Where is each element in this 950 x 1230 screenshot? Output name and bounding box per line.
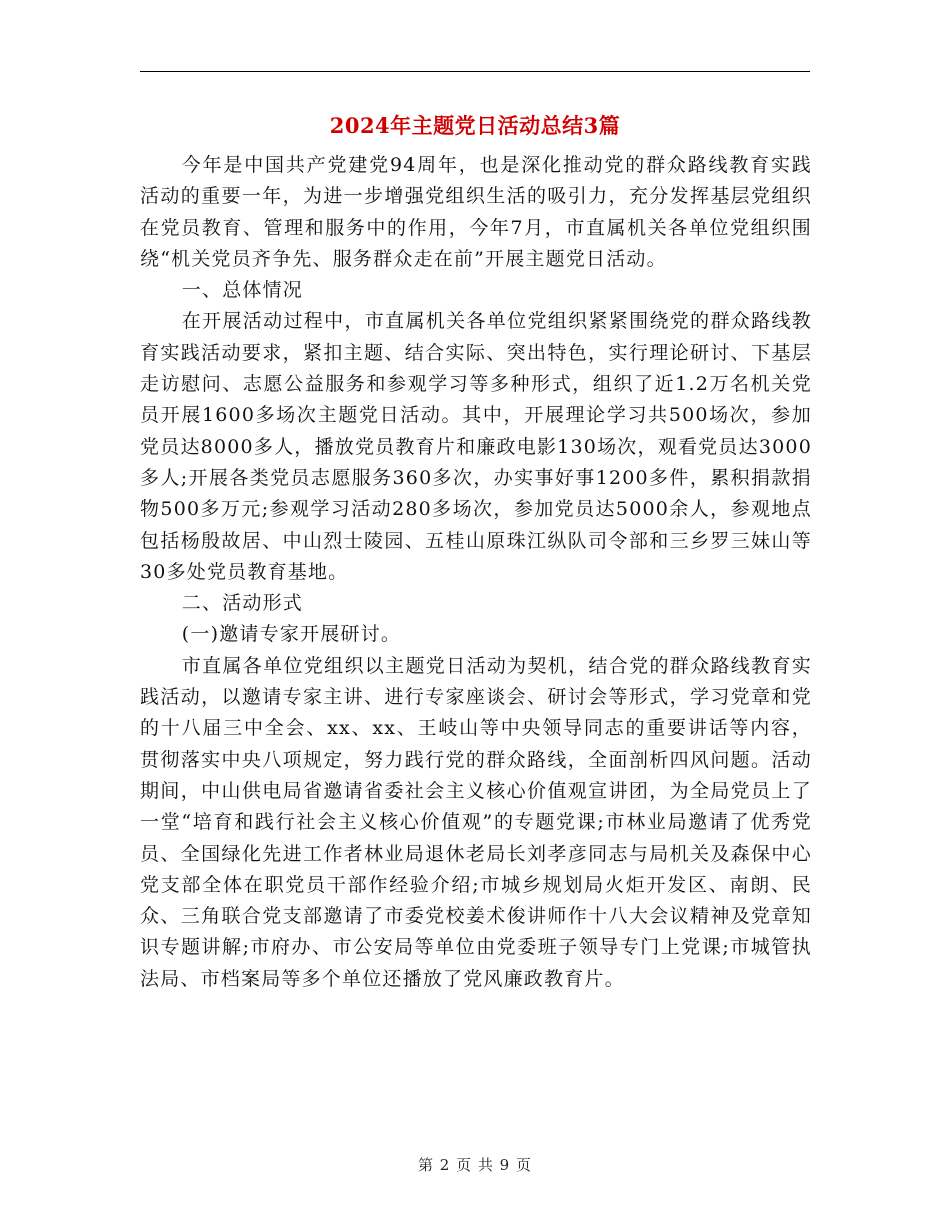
header-rule bbox=[140, 71, 810, 72]
document-body bbox=[140, 150, 812, 995]
intro-paragraph: 今年是中国共产党建党94周年，也是深化推动党的群众路线教育实践活动的重要一年，为进一步增强党组织生活的吸引力，充分发挥基层党组织在党员教育、管理和服务中的作用，今年7月，市直属机关各单位党组织围绕“机关党员齐争先、服务群众走在前”开展主题党日活动。 bbox=[140, 154, 812, 270]
section-heading-activity-forms: 二、活动形式 bbox=[181, 592, 303, 615]
experts-paragraph: 市直属各单位党组织以主题党日活动为契机，结合党的群众路线教育实践活动，以邀请专家主讲、进行专家座谈会、研讨会等形式，学习党章和党的十八届三中全会、xx、xx、王岐山等中央领导同志的重要讲话等内容，贯彻落实中央八项规定，努力践行党的群众路线，全面剖析四风问题。活动期间，中山供电局省邀请省委社会主义核心价值观宣讲团，为全局党员上了一堂“培育和践行社会主义核心价值观”的专题党课;市林业局邀请了优秀党员、全国绿化先进工作者林业局退休老局长刘孝彦同志与局机关及森保中心党支部全体在职党员干部作经验介绍;市城乡规划局火炬开发区、南朗、民众、三角联合党支部邀请了市委党校姜术俊讲师作十八大会议精神及党章知识专题讲解;市府办、市公安局等单位由党委班子领导专门上党课;市城管执法局、市档案局等多个单位还播放了党风廉政教育片。 bbox=[140, 654, 812, 990]
section-heading-overview: 一、总体情况 bbox=[181, 279, 303, 302]
page-number-footer: 第 2 页 共 9 页 bbox=[418, 1156, 532, 1174]
overview-paragraph: 在开展活动过程中，市直属机关各单位党组织紧紧围绕党的群众路线教育实践活动要求，紧扣主题、结合实际、突出特色，实行理论研讨、下基层走访慰问、志愿公益服务和参观学习等多种形式，组织了近1.2万名机关党员开展1600多场次主题党日活动。其中，开展理论学习共500场次，参加党员达8000多人，播放党员教育片和廉政电影130场次，观看党员达3000多人;开展各类党员志愿服务360多次，办实事好事1200多件，累积捐款捐物500多万元;参观学习活动280多场次，参加党员达5000余人，参观地点包括杨殷故居、中山烈士陵园、五桂山原珠江纵队司令部和三乡罗三妹山等30多处党员教育基地。 bbox=[140, 310, 812, 583]
document-title: 2024年主题党日活动总结3篇 bbox=[329, 113, 621, 138]
subsection-heading-experts: (一)邀请专家开展研讨。 bbox=[181, 623, 402, 646]
